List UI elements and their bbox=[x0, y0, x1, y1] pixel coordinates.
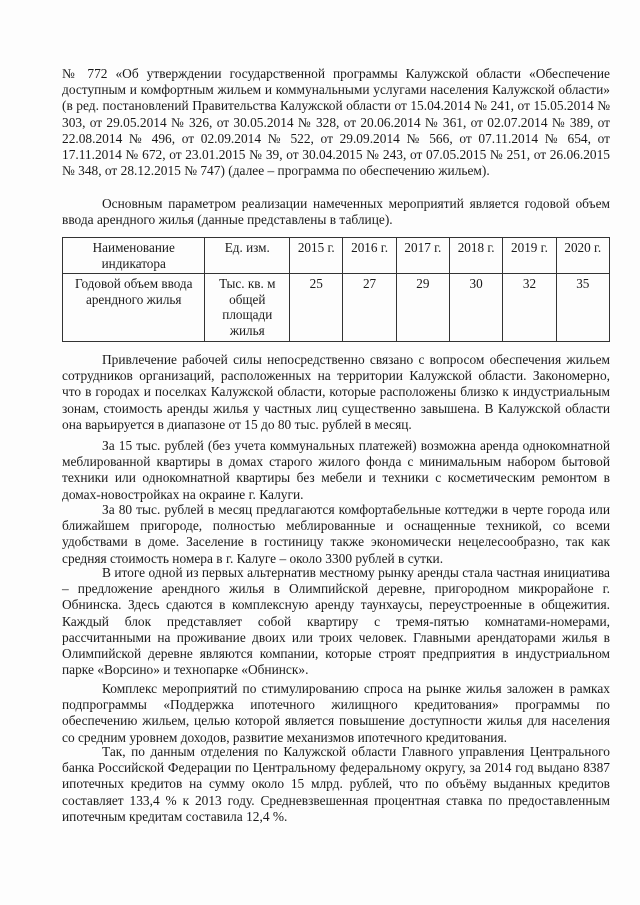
cell-value-2019: 32 bbox=[503, 274, 556, 341]
body-paragraph bbox=[62, 681, 610, 746]
intro-text: № 772 «Об утверждении государственной программы Калужской области «Обеспечение доступным и комфортным жильем и коммунальными услугами населения Калужской области» (в ред. постановлений Правительства Калужской области от 15.04.2014 № 241, от 15.05.2014 № 303, от 29.05.2014 № 326, от 30.05.2014 № 328, от 20.06.2014 № 361, от 02.07.2014 № 389, от 22.08.2014 № 496, от 02.09.2014 № 522, от 29.09.2014 № 566, от 07.11.2014 № 654, от 17.11.2014 № 672, от 23.01.2015 № 39, от 30.04.2015 № 243, от 07.05.2015 № 251, от 26.06.2015 № 348, от 28.12.2015 № 747) (далее – программа по обеспечению жильем). bbox=[62, 66, 610, 179]
paragraph-labor-housing: Привлечение рабочей силы непосредственно связано с вопросом обеспечения жильем сотрудников организаций, расположенных на территории Калужской области. Закономерно, что в городах и поселках Калужской области, которые расположены близко к индустриальным зонам, стоимость аренды жилья у частных лиц существенно завышена. В Калужской области она варьируется в диапазоне от 15 до 80 тыс. рублей в месяц. bbox=[62, 352, 610, 432]
header-indicator-name: Наименование индикатора bbox=[63, 238, 205, 274]
body-paragraph bbox=[62, 502, 610, 567]
header-year-2017: 2017 г. bbox=[396, 238, 449, 274]
body-paragraph bbox=[62, 565, 610, 678]
table-row bbox=[63, 274, 610, 341]
header-year-2016: 2016 г. bbox=[343, 238, 396, 274]
cell-value-2017: 29 bbox=[396, 274, 449, 341]
header-unit: Ед. изм. bbox=[205, 238, 290, 274]
header-year-2020: 2020 г. bbox=[556, 238, 609, 274]
header-year-2019: 2019 г. bbox=[503, 238, 556, 274]
cell-value-2015: 25 bbox=[290, 274, 343, 341]
header-year-2018: 2018 г. bbox=[450, 238, 503, 274]
paragraph-mortgage-stats: Так, по данным отделения по Калужской области Главного управления Центрального банка Российской Федерации по Центральному федеральному округу, за 2014 год выдано 8387 ипотечных кредитов на сумму около 15 млрд. рублей, что по объёму выданных кредитов составляет 133,4 % к 2013 году. Средневзвешенная процентная ставка по предоставленным ипотечным кредитам составила 12,4 %. bbox=[62, 744, 610, 824]
body-paragraph bbox=[62, 352, 610, 433]
paragraph-mortgage-support: Комплекс мероприятий по стимулированию спроса на рынке жилья заложен в рамках подпрограммы «Поддержка ипотечного жилищного кредитования» программы по обеспечению жильем, целью которой является повышение доступности жилья для населения со средним уровнем доходов, развитие механизмов ипотечного кредитования. bbox=[62, 681, 610, 745]
header-year-2015: 2015 г. bbox=[290, 238, 343, 274]
cell-value-2018: 30 bbox=[450, 274, 503, 341]
table-header-row bbox=[63, 238, 610, 274]
intro-paragraph bbox=[62, 66, 610, 179]
parameter-paragraph bbox=[62, 196, 610, 228]
paragraph-80k-rent: За 80 тыс. рублей в месяц предлагаются комфортабельные коттеджи в черте города или ближайшем пригороде, полностью меблированные и оснащенные техникой, со всеми удобствами в доме. Заселение в гостиницу также экономически нецелесообразно, так как средняя стоимость номера в г. Калуге – около 3300 рублей в сутки. bbox=[62, 502, 610, 566]
paragraph-15k-rent: За 15 тыс. рублей (без учета коммунальных платежей) возможна аренда однокомнатной меблированной квартиры в домах старого жилого фонда с минимальным набором бытовой техники или однокомнатной квартиры без мебели и техники с косметическим ремонтом в домах-новостройках на окраине г. Калуги. bbox=[62, 438, 610, 502]
cell-indicator-name: Годовой объем ввода арендного жилья bbox=[63, 274, 205, 341]
cell-value-2020: 35 bbox=[556, 274, 609, 341]
cell-unit: Тыс. кв. м общей площади жилья bbox=[205, 274, 290, 341]
cell-value-2016: 27 bbox=[343, 274, 396, 341]
body-paragraph bbox=[62, 744, 610, 825]
paragraph-olympic-village: В итоге одной из первых альтернатив местному рынку аренды стала частная инициатива – предложение арендного жилья в Олимпийской деревне, пригородном микрорайоне г. Обнинска. Здесь сдаются в комплексную аренду таунхаусы, переустроенные в общежития. Каждый блок представляет собой квартиру с тремя-пятью комнатами-номерами, рассчитанными на проживание двоих или троих человек. Главными арендаторами жилья в Олимпийской деревне являются компании, которые строят предприятия в индустриальном парке «Ворсино» и технопарке «Обнинск». bbox=[62, 565, 610, 678]
indicator-table bbox=[62, 237, 610, 342]
body-paragraph bbox=[62, 438, 610, 503]
parameter-text: Основным параметром реализации намеченных мероприятий является годовой объем ввода арендного жилья (данные представлены в таблице). bbox=[62, 196, 610, 228]
